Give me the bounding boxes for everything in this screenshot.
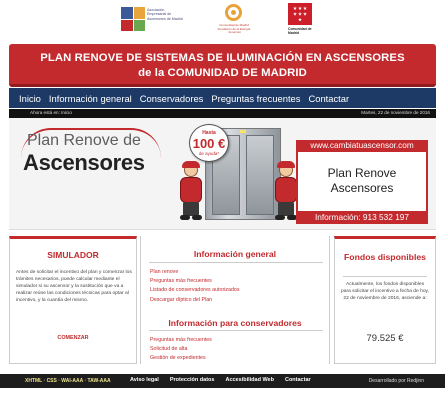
breadcrumb: Ahora está en: Inicio <box>30 110 72 115</box>
link-solicitud-alta[interactable]: Solicitud de alta <box>150 346 188 353</box>
info-conservadores-title: Información para conservadores <box>168 318 302 328</box>
nav-preguntas-frecuentes[interactable]: Preguntas frecuentes <box>211 92 301 104</box>
footer-accesibilidad[interactable]: Accesibilidad Web <box>225 377 274 383</box>
footer-links <box>130 377 322 383</box>
link-plan-renove[interactable]: Plan renove <box>150 269 179 275</box>
list-item <box>150 296 240 305</box>
nav-informacion-general[interactable]: Información general <box>48 92 132 104</box>
list-item <box>150 354 212 363</box>
standards-badges: XHTML · CSS · WAI-AAA · TAW-AAA <box>25 378 111 384</box>
simulador-title: SIMULADOR <box>47 250 99 260</box>
link-listado-conservadores[interactable]: Listado de conservadores autorizados <box>150 287 240 294</box>
simulador-panel <box>9 236 137 364</box>
developer-credit[interactable]: Desarrollado por Redjinn <box>368 378 424 384</box>
madrid-flag-icon <box>288 3 312 25</box>
mechanic-left-illustration <box>176 163 206 223</box>
list-item <box>150 277 240 286</box>
plan-renove-logo <box>21 132 159 182</box>
comenzar-button[interactable]: COMENZAR <box>57 335 89 341</box>
link-gestion-expedientes[interactable]: Gestión de expedientes <box>150 355 206 362</box>
fondos-amount: 79.525 € <box>366 333 404 344</box>
promo-line-1: Plan Renove <box>327 166 397 180</box>
link-descargar-diptico[interactable]: Descargar díptico del Plan <box>150 296 213 303</box>
main-nav <box>9 88 436 108</box>
list-item <box>150 268 240 277</box>
nav-conservadores[interactable]: Conservadores <box>139 92 204 104</box>
link-conservadores-preguntas[interactable]: Preguntas más frecuentes <box>150 337 212 343</box>
elevator-light <box>240 130 246 133</box>
hero-banner[interactable] <box>9 118 436 230</box>
aid-badge <box>189 124 229 162</box>
elevator-door-right <box>246 135 274 215</box>
simulador-text: Antes de solicitar el incentivo del plan y comenzar los trámites necesarios, puede calcular mediante el simulador si su ascensor y la sustitución que va a realizar reúne las condiciones técnicas para optar al incentivo, y la cuantía del mismo. <box>16 270 132 303</box>
list-item <box>150 336 212 345</box>
divider <box>149 262 323 263</box>
divider <box>343 276 427 277</box>
promo-box[interactable] <box>296 140 428 224</box>
info-general-list <box>150 268 240 305</box>
fenercom-logo[interactable] <box>217 4 249 38</box>
info-conservadores-list <box>150 336 212 364</box>
plan-renove-text: Plan Renove de <box>27 132 141 149</box>
current-date: Martes, 22 de noviembre de 2016 <box>361 110 430 115</box>
promo-line-2: Ascensores <box>330 181 394 195</box>
comunidad-madrid-text: Comunidad de Madrid <box>288 27 312 35</box>
fondos-panel <box>334 236 436 364</box>
informacion-panel <box>140 236 330 364</box>
link-preguntas[interactable]: Preguntas más frecuentes <box>150 278 212 285</box>
fondos-title: Fondos disponibles <box>343 252 427 262</box>
footer-aviso-legal[interactable]: Aviso legal <box>130 377 159 383</box>
fenercom-logo-text: Comunidad de Madrid Fundación de la Energía · fenercom <box>217 23 251 35</box>
ascensores-text: Ascensores <box>23 150 145 175</box>
footer-contactar[interactable]: Contactar <box>284 377 311 383</box>
website-link[interactable]: www.cambiatuascensor.com <box>296 140 428 152</box>
nav-inicio[interactable]: Inicio <box>19 92 41 104</box>
title-banner <box>9 44 436 87</box>
comunidad-madrid-logo[interactable] <box>288 2 314 38</box>
divider <box>149 330 323 331</box>
footer <box>0 374 445 388</box>
phone-info: Información: 913 532 197 <box>296 211 428 224</box>
fondos-text: Actualmente, los fondos disponibles para solicitar el incentivo a fecha de hoy, 22 de noviembre de 2016, asciende a: <box>341 282 429 301</box>
logos-header <box>0 0 445 40</box>
info-general-title: Información general <box>193 249 277 259</box>
badge-bottom: de ayuda* <box>198 151 220 156</box>
location-bar <box>9 109 436 118</box>
list-item <box>150 286 240 295</box>
badge-value: 100 € <box>192 136 226 151</box>
asociacion-mosaic-icon <box>121 7 145 31</box>
fenercom-ring-icon <box>225 4 242 21</box>
banner-line-2: de la COMUNIDAD DE MADRID <box>138 67 307 79</box>
asociacion-logo-text: Asociación Empresarial de Ascensores de Madrid <box>147 8 183 21</box>
list-item <box>150 345 212 354</box>
banner-line-1: PLAN RENOVE DE SISTEMAS DE ILUMINACIÓN EN ASCENSORES <box>40 52 405 64</box>
nav-contactar[interactable]: Contactar <box>308 92 350 104</box>
badge-top: Hasta <box>202 130 216 136</box>
footer-proteccion-datos[interactable]: Protección datos <box>169 377 215 383</box>
asociacion-logo[interactable] <box>121 5 183 37</box>
